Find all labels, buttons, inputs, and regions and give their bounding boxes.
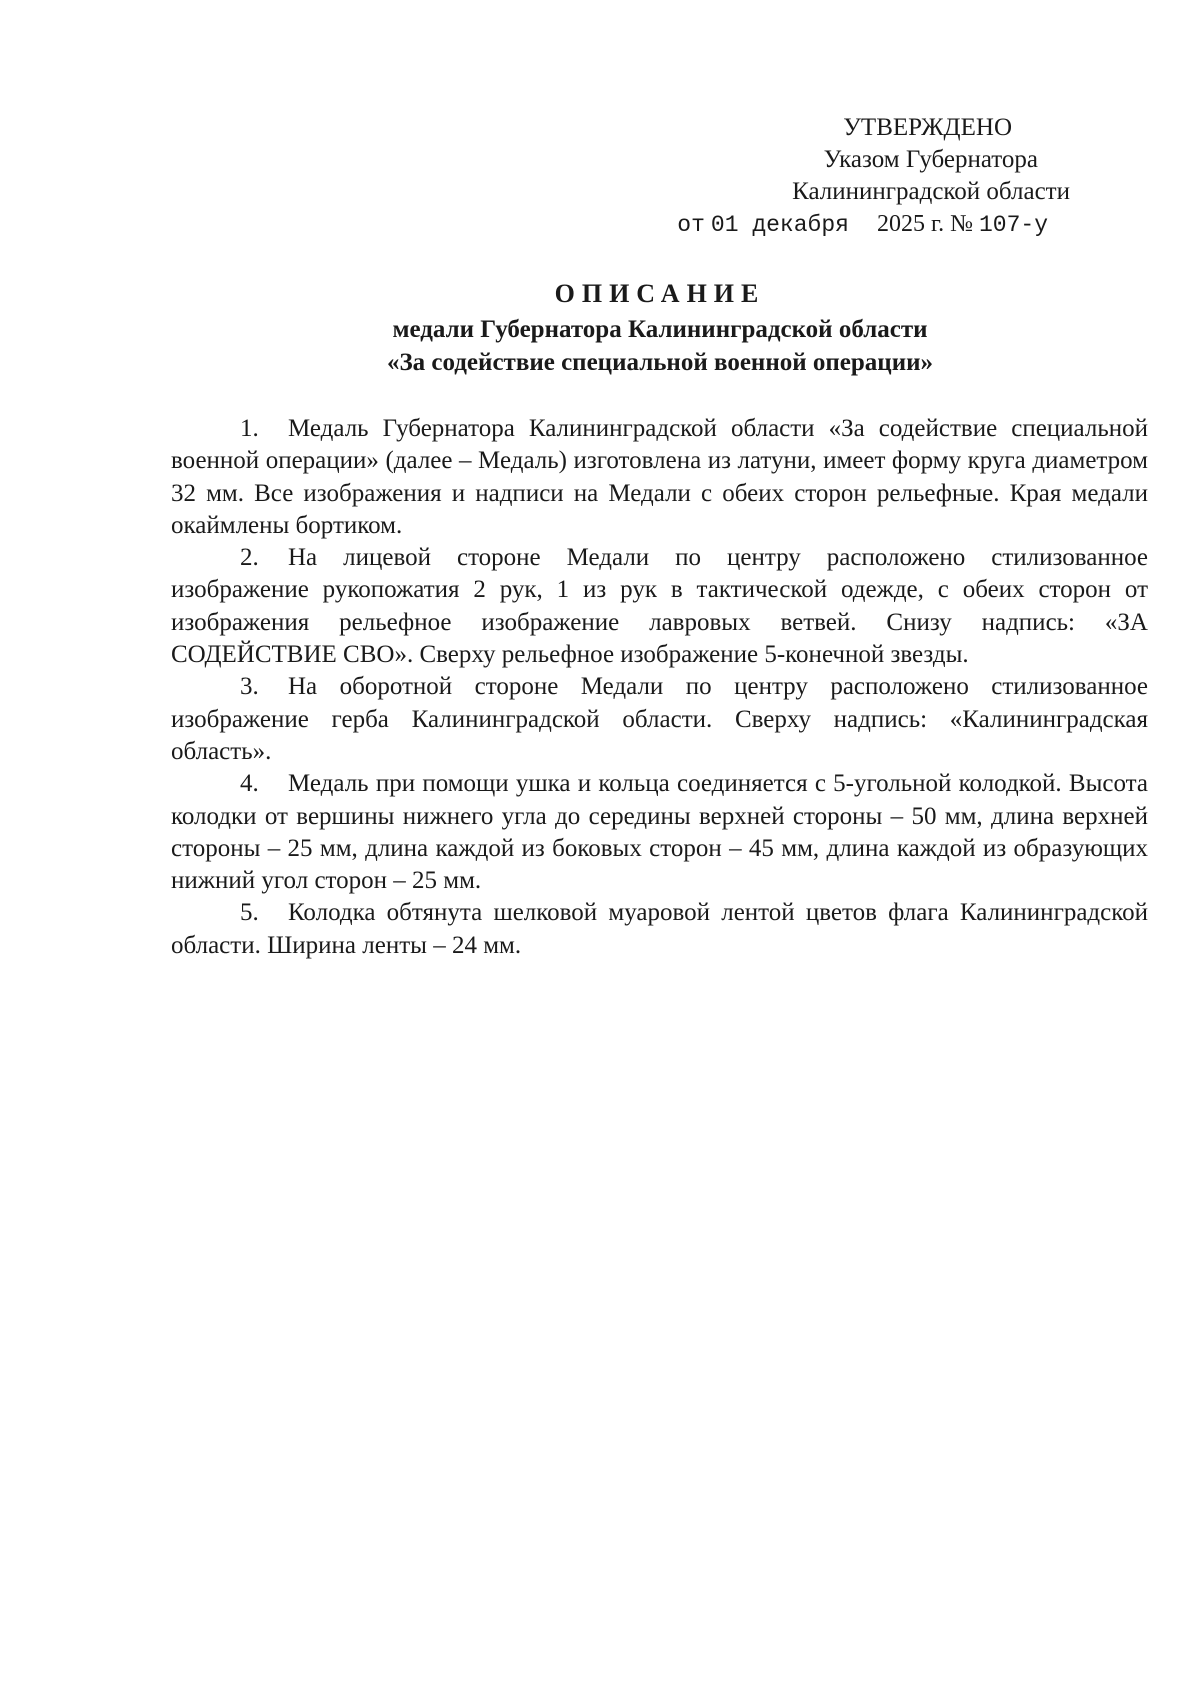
paragraph-text: Колодка обтянута шелковой муаровой лентой цветов флага Калининградской области. Ширина ленты – 24 мм. <box>171 899 1148 959</box>
paragraph-number: 2. <box>240 544 259 572</box>
paragraph-1 <box>171 413 1148 542</box>
paragraph-number: 3. <box>240 673 259 701</box>
approval-year: 2025 г. № <box>876 211 973 237</box>
approval-date-line <box>590 208 1070 241</box>
document-title: ОПИСАНИЕ <box>554 279 766 308</box>
approval-date-stamp: 01 декабря <box>710 212 849 238</box>
document-subtitle-2: «За содействие специальной военной операции» <box>386 349 934 376</box>
paragraph-5 <box>171 897 1148 962</box>
paragraph-text: Медаль Губернатора Калининградской области «За содействие специальной военной операции» (далее – Медаль) изготовлена из латуни, имеет форму круга диаметром 32 мм. Все изображения и надписи на Медали с обеих сторон рельефные. Края медали окаймлены бортиком. <box>171 415 1148 539</box>
paragraph-number: 5. <box>240 899 259 927</box>
approval-block <box>590 112 1070 241</box>
approval-region-line: Калининградской области <box>792 178 1070 205</box>
document-heading <box>170 277 1150 379</box>
paragraph-text: Медаль при помощи ушка и кольца соединяется с 5-угольной колодкой. Высота колодки от вершины нижнего угла до середины верхней стороны – 50 мм, длина верхней стороны – 25 мм, длина каждой из боковых сторон – 45 мм, длина каждой из образующих нижний угол сторон – 25 мм. <box>171 770 1148 895</box>
paragraph-2 <box>171 542 1148 671</box>
paragraph-text: На лицевой стороне Медали по центру расположено стилизованное изображение рукопожатия 2 рук, 1 из рук в тактической одежде, с обеих сторон от изображения рельефное изображение лавровых ветвей. Снизу надпись: «ЗА СОДЕЙСТВИЕ СВО». Сверху рельефное изображение 5-конечной звезды. <box>171 544 1148 669</box>
document-body <box>171 413 1148 962</box>
paragraph-3 <box>171 671 1148 768</box>
paragraph-text: На оборотной стороне Медали по центру расположено стилизованное изображение герба Калининградской области. Сверху надпись: «Калининградская область». <box>171 673 1148 765</box>
approval-title: УТВЕРЖДЕНО <box>843 114 1012 141</box>
approval-decree-line: Указом Губернатора <box>823 146 1038 173</box>
paragraph-number: 1. <box>240 415 259 442</box>
approval-date-prefix: от <box>677 212 705 238</box>
approval-number: 107-у <box>978 212 1048 238</box>
paragraph-4 <box>171 768 1148 897</box>
document-subtitle-1: медали Губернатора Калининградской области <box>392 316 928 343</box>
paragraph-number: 4. <box>240 770 259 798</box>
